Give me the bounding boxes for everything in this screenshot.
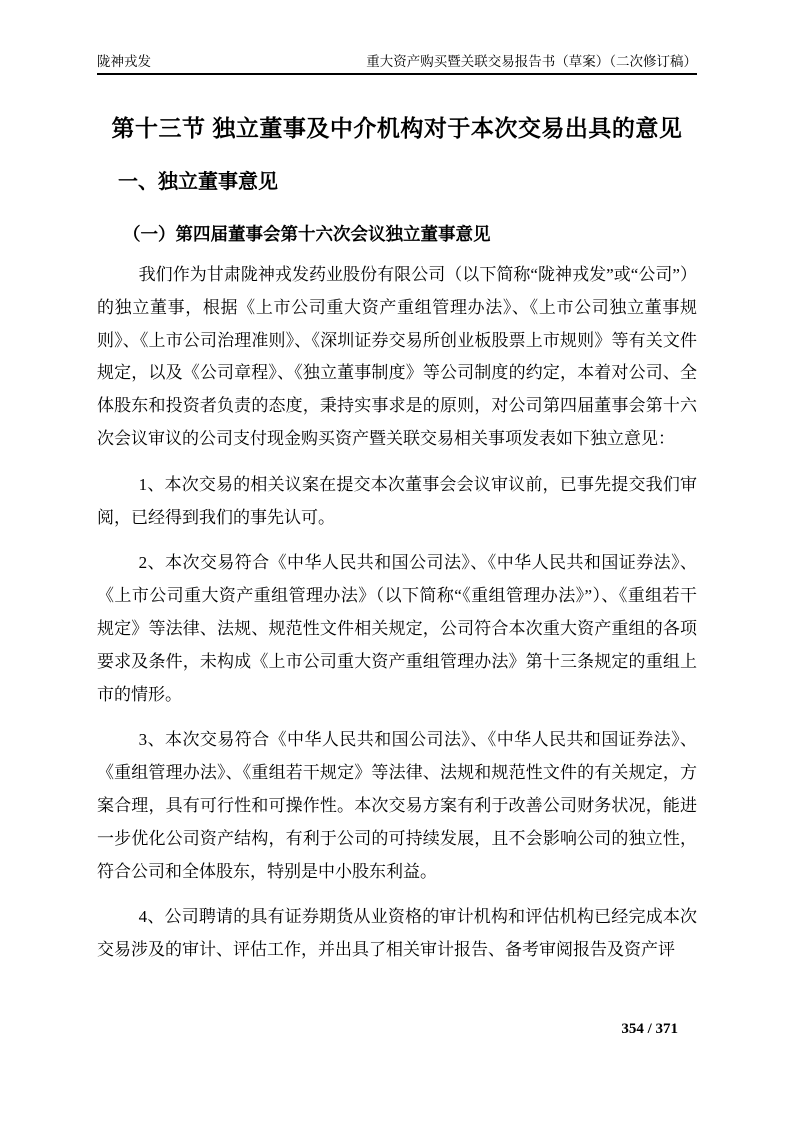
header-company-name: 陇神戎发 [97,54,151,69]
paragraph-opinion-2: 2、本次交易符合《中华人民共和国公司法》、《中华人民共和国证券法》、《上市公司重大资产重组管理办法》（以下简称“《重组管理办法》”）、《重组若干规定》等法律、法规、规范性文件相关规定，公司符合本次重大资产重组的各项要求及条件，未构成《上市公司重大资产重组管理办法》第十三条规定的重组上市的情形。 [97,553,697,704]
chapter-title: 第十三节 独立董事及中介机构对于本次交易出具的意见 [111,115,683,141]
subsection-heading: （一）第四届董事会第十六次会议独立董事意见 [123,224,491,244]
header-report-title: 重大资产购买暨关联交易报告书（草案）（二次修订稿） [366,54,697,69]
page-header [97,0,697,75]
paragraph-intro: 我们作为甘肃陇神戎发药业股份有限公司（以下简称“陇神戎发”或“公司”）的独立董事，根据《上市公司重大资产重组管理办法》、《上市公司独立董事规则》、《上市公司治理准则》、《深圳证券交易所创业板股票上市规则》等有关文件规定，以及《公司章程》、《独立董事制度》等公司制度的约定，本着对公司、全体股东和投资者负责的态度，秉持实事求是的原则，对公司第四届董事会第十六次会议审议的公司支付现金购买资产暨关联交易相关事项发表如下独立意见： [97,265,697,448]
section-heading: 一、独立董事意见 [118,171,278,193]
page-number: 354 / 371 [621,1021,678,1037]
paragraph-opinion-3: 3、本次交易符合《中华人民共和国公司法》、《中华人民共和国证券法》、《重组管理办法》、《重组若干规定》等法律、法规和规范性文件的有关规定，方案合理，具有可行性和可操作性。本次交易方案有利于改善公司财务状况，能进一步优化公司资产结构，有利于公司的可持续发展，且不会影响公司的独立性，符合公司和全体股东，特别是中小股东利益。 [97,730,697,881]
paragraph-opinion-4: 4、公司聘请的具有证券期货从业资格的审计机构和评估机构已经完成本次交易涉及的审计、评估工作，并出具了相关审计报告、备考审阅报告及资产评 [97,907,697,960]
body-text [97,259,697,967]
paragraph-opinion-1: 1、本次交易的相关议案在提交本次董事会会议审议前，已事先提交我们审阅，已经得到我们的事先认可。 [97,474,697,527]
